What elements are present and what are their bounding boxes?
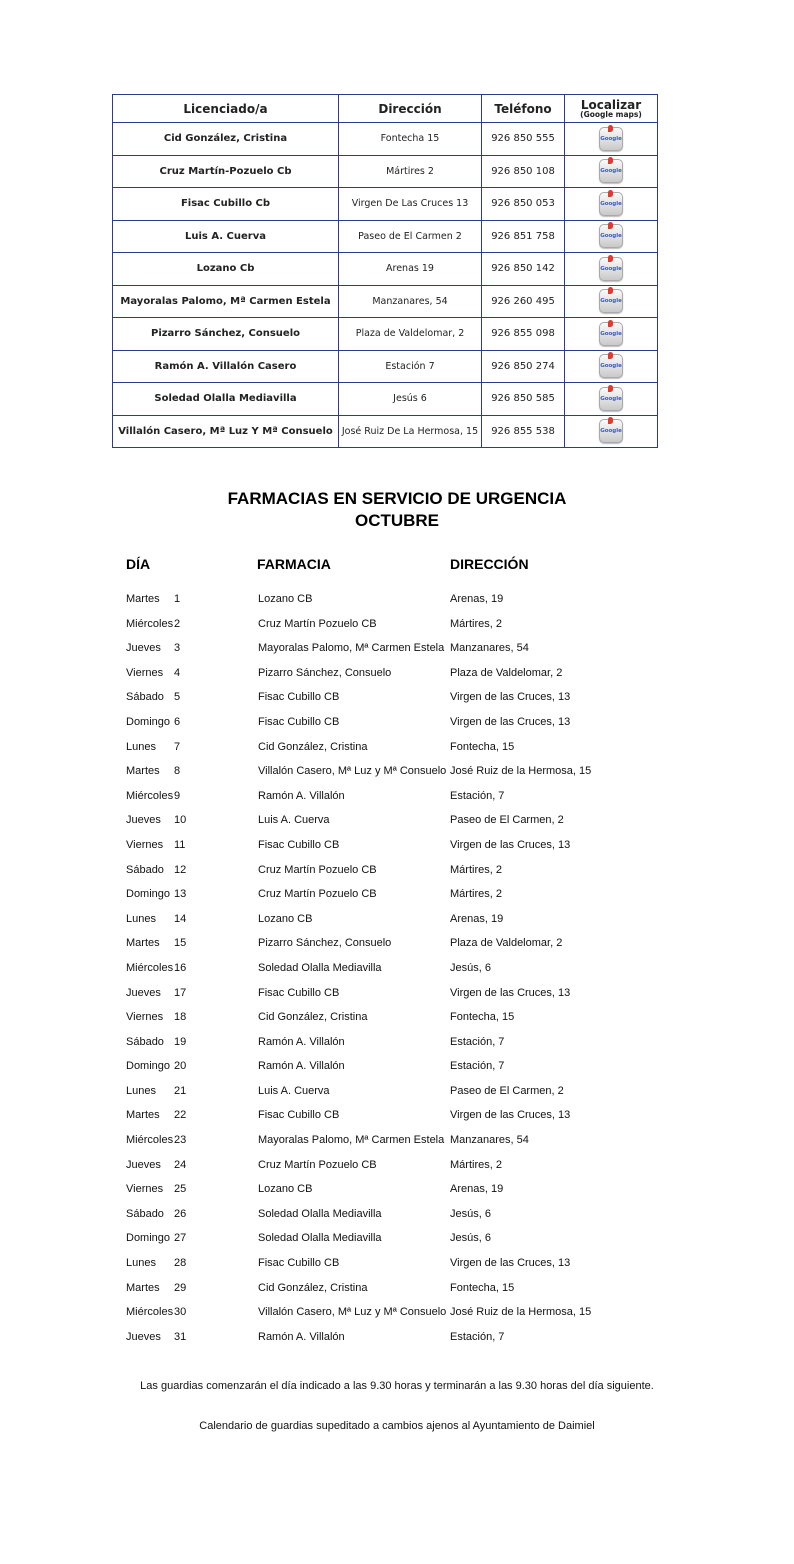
schedule-address: Estación, 7 — [450, 1330, 505, 1343]
schedule-date: 29 — [174, 1281, 187, 1294]
google-icon-label: Google — [600, 363, 622, 370]
schedule-pharmacy: Fisac Cubillo CB — [258, 1109, 340, 1122]
schedule-date: 9 — [174, 789, 181, 802]
pharmacy-address: Paseo de El Carmen 2 — [339, 220, 482, 253]
schedule-pharmacy: Cid González, Cristina — [258, 740, 368, 753]
schedule-address: Paseo de El Carmen, 2 — [450, 814, 564, 827]
schedule-address: Fontecha, 15 — [450, 1281, 515, 1294]
list-item — [126, 1006, 686, 1031]
schedule-day: Domingo — [126, 1232, 171, 1245]
schedule-address: Fontecha, 15 — [450, 1011, 515, 1024]
schedule-date: 12 — [174, 863, 187, 876]
list-item — [126, 785, 686, 810]
list-item — [126, 809, 686, 834]
pharmacy-address: Arenas 19 — [339, 253, 482, 286]
google-icon-label: Google — [600, 298, 622, 305]
map-pin-icon — [608, 190, 613, 197]
header-telefono: Teléfono — [482, 95, 565, 123]
list-item — [126, 662, 686, 687]
google-maps-icon[interactable] — [599, 127, 623, 151]
list-item — [126, 859, 686, 884]
google-maps-icon[interactable] — [599, 289, 623, 313]
pharmacist-name: Mayoralas Palomo, Mª Carmen Estela — [113, 285, 339, 318]
list-item — [126, 957, 686, 982]
schedule-date: 24 — [174, 1158, 187, 1171]
localizar-cell — [565, 350, 658, 383]
schedule-pharmacy: Ramón A. Villalón — [258, 1060, 345, 1073]
google-maps-icon[interactable] — [599, 192, 623, 216]
localizar-cell — [565, 188, 658, 221]
header-direccion: Dirección — [339, 95, 482, 123]
schedule-date: 31 — [174, 1330, 187, 1343]
schedule-address: Arenas, 19 — [450, 1183, 504, 1196]
google-maps-icon[interactable] — [599, 224, 623, 248]
schedule-header-pharmacy: FARMACIA — [257, 556, 331, 572]
header-localizar — [565, 95, 658, 123]
google-icon-label: Google — [600, 330, 622, 337]
schedule-pharmacy: Fisac Cubillo CB — [258, 691, 340, 704]
pharmacy-phone: 926 850 555 — [482, 123, 565, 156]
schedule-day: Lunes — [126, 912, 156, 925]
schedule-date: 10 — [174, 814, 187, 827]
schedule-pharmacy: Soledad Olalla Mediavilla — [258, 1207, 382, 1220]
pharmacy-address: Manzanares, 54 — [339, 285, 482, 318]
schedule-pharmacy: Cruz Martín Pozuelo CB — [258, 888, 377, 901]
schedule-date: 15 — [174, 937, 187, 950]
list-item — [126, 982, 686, 1007]
schedule-address: Arenas, 19 — [450, 912, 504, 925]
list-item — [126, 1203, 686, 1228]
schedule-address: Estación, 7 — [450, 1060, 505, 1073]
localizar-cell — [565, 318, 658, 351]
pharmacy-address: Plaza de Valdelomar, 2 — [339, 318, 482, 351]
list-item — [126, 711, 686, 736]
list-item — [126, 1252, 686, 1277]
map-pin-icon — [608, 287, 613, 294]
localizar-cell — [565, 415, 658, 448]
schedule-header-day: DÍA — [126, 556, 151, 572]
header-licenciado: Licenciado/a — [113, 95, 339, 123]
schedule-day: Viernes — [126, 1011, 164, 1024]
google-maps-icon[interactable] — [599, 257, 623, 281]
list-item — [126, 908, 686, 933]
schedule-pharmacy: Fisac Cubillo CB — [258, 1257, 340, 1270]
pharmacist-name: Cid González, Cristina — [113, 123, 339, 156]
list-item — [126, 1227, 686, 1252]
schedule-pharmacy: Mayoralas Palomo, Mª Carmen Estela — [258, 642, 445, 655]
schedule-pharmacy: Ramón A. Villalón — [258, 789, 345, 802]
schedule-pharmacy: Soledad Olalla Mediavilla — [258, 961, 382, 974]
localizar-cell — [565, 123, 658, 156]
schedule-day: Martes — [126, 765, 160, 778]
schedule-date: 17 — [174, 986, 187, 999]
schedule-address: José Ruiz de la Hermosa, 15 — [450, 765, 592, 778]
schedule-address: Virgen de las Cruces, 13 — [450, 1109, 571, 1122]
google-icon-label: Google — [600, 265, 622, 272]
list-item — [126, 736, 686, 761]
google-icon-label: Google — [600, 428, 622, 435]
schedule-day: Sábado — [126, 691, 164, 704]
pharmacy-address: Estación 7 — [339, 350, 482, 383]
schedule-date: 1 — [174, 593, 181, 605]
schedule-header-address: DIRECCIÓN — [450, 556, 529, 572]
schedule-day: Viernes — [126, 666, 164, 679]
schedule-address: Mártires, 2 — [450, 888, 502, 901]
schedule-day: Miércoles — [126, 789, 174, 802]
list-item — [126, 1326, 686, 1351]
pharmacy-address: Mártires 2 — [339, 155, 482, 188]
schedule-address: Jesús, 6 — [450, 1232, 491, 1245]
schedule-day: Martes — [126, 937, 160, 950]
pharmacy-address: Fontecha 15 — [339, 123, 482, 156]
schedule-date: 6 — [174, 715, 181, 728]
schedule-day: Lunes — [126, 1084, 156, 1097]
schedule-date: 5 — [174, 691, 181, 704]
page-title — [0, 488, 794, 532]
schedule-pharmacy: Pizarro Sánchez, Consuelo — [258, 937, 392, 950]
schedule-address: Paseo de El Carmen, 2 — [450, 1084, 564, 1097]
list-item — [126, 932, 686, 957]
pharmacy-phone: 926 850 142 — [482, 253, 565, 286]
schedule-address: Mártires, 2 — [450, 1158, 502, 1171]
schedule-pharmacy: Fisac Cubillo CB — [258, 986, 340, 999]
schedule-list — [126, 588, 686, 1350]
google-maps-icon[interactable] — [599, 387, 623, 411]
schedule-day: Jueves — [126, 1330, 161, 1343]
localizar-cell — [565, 155, 658, 188]
pharmacy-phone: 926 851 758 — [482, 220, 565, 253]
schedule-address: Manzanares, 54 — [450, 642, 529, 655]
schedule-day: Martes — [126, 593, 160, 605]
schedule-date: 22 — [174, 1109, 187, 1122]
list-item — [126, 760, 686, 785]
schedule-date: 18 — [174, 1011, 187, 1024]
schedule-pharmacy: Villalón Casero, Mª Luz y Mª Consuelo — [258, 765, 447, 778]
map-pin-icon — [608, 385, 613, 392]
schedule-address: Fontecha, 15 — [450, 740, 515, 753]
pharmacy-phone: 926 855 538 — [482, 415, 565, 448]
map-pin-icon — [608, 417, 613, 424]
hours-note: Las guardias comenzarán el día indicado a las 9.30 horas y terminarán a las 9.30 horas del día siguiente. — [140, 1380, 654, 1392]
table-row — [113, 253, 658, 286]
schedule-pharmacy: Ramón A. Villalón — [258, 1330, 345, 1343]
pharmacist-name: Ramón A. Villalón Casero — [113, 350, 339, 383]
schedule-date: 20 — [174, 1060, 187, 1073]
localizar-cell — [565, 253, 658, 286]
schedule-address: Estación, 7 — [450, 789, 505, 802]
schedule-address: Mártires, 2 — [450, 617, 502, 630]
schedule-day: Miércoles — [126, 1306, 174, 1319]
schedule-pharmacy: Soledad Olalla Mediavilla — [258, 1232, 382, 1245]
schedule-date: 28 — [174, 1257, 187, 1270]
title-line-2: OCTUBRE — [354, 511, 440, 530]
table-row — [113, 123, 658, 156]
map-pin-icon — [608, 320, 613, 327]
schedule-day: Jueves — [126, 1158, 161, 1171]
localizar-cell — [565, 220, 658, 253]
schedule-date: 11 — [174, 838, 186, 851]
pharmacy-phone: 926 850 108 — [482, 155, 565, 188]
table-row — [113, 318, 658, 351]
pharmacy-address: Jesús 6 — [339, 383, 482, 416]
list-item — [126, 588, 686, 613]
schedule-pharmacy: Cruz Martín Pozuelo CB — [258, 617, 377, 630]
schedule-date: 23 — [174, 1134, 187, 1147]
schedule-address: Virgen de las Cruces, 13 — [450, 986, 571, 999]
schedule-date: 30 — [174, 1306, 187, 1319]
pharmacy-address: Virgen De Las Cruces 13 — [339, 188, 482, 221]
pharmacist-name: Pizarro Sánchez, Consuelo — [113, 318, 339, 351]
list-item — [126, 1301, 686, 1326]
schedule-day: Miércoles — [126, 961, 174, 974]
schedule-date: 13 — [174, 888, 187, 901]
schedule-day: Lunes — [126, 740, 156, 753]
schedule-date: 8 — [174, 765, 181, 778]
table-row — [113, 383, 658, 416]
list-item — [126, 686, 686, 711]
schedule-pharmacy: Fisac Cubillo CB — [258, 838, 340, 851]
table-row — [113, 350, 658, 383]
google-icon-label: Google — [600, 168, 622, 175]
google-maps-icon[interactable] — [599, 322, 623, 346]
list-item — [126, 883, 686, 908]
schedule-date: 26 — [174, 1207, 187, 1220]
schedule-address: Virgen de las Cruces, 13 — [450, 838, 571, 851]
map-pin-icon — [608, 352, 613, 359]
schedule-pharmacy: Fisac Cubillo CB — [258, 715, 340, 728]
schedule-address: Arenas, 19 — [450, 593, 504, 605]
schedule-address: José Ruiz de la Hermosa, 15 — [450, 1306, 592, 1319]
table-row — [113, 220, 658, 253]
list-item — [126, 1178, 686, 1203]
list-item — [126, 613, 686, 638]
pharmacist-name: Villalón Casero, Mª Luz Y Mª Consuelo — [113, 415, 339, 448]
list-item — [126, 1104, 686, 1129]
schedule-pharmacy: Ramón A. Villalón — [258, 1035, 345, 1048]
schedule-pharmacy: Cid González, Cristina — [258, 1281, 368, 1294]
pharmacy-phone: 926 260 495 — [482, 285, 565, 318]
schedule-address: Virgen de las Cruces, 13 — [450, 691, 571, 704]
schedule-day: Miércoles — [126, 1134, 174, 1147]
schedule-day: Lunes — [126, 1257, 156, 1270]
google-icon-label: Google — [600, 233, 622, 240]
schedule-pharmacy: Mayoralas Palomo, Mª Carmen Estela — [258, 1134, 445, 1147]
list-item — [126, 637, 686, 662]
table-row — [113, 415, 658, 448]
schedule-pharmacy: Lozano CB — [258, 912, 313, 925]
schedule-date: 16 — [174, 961, 187, 974]
map-pin-icon — [608, 255, 613, 262]
schedule-address: Jesús, 6 — [450, 1207, 491, 1220]
schedule-pharmacy: Villalón Casero, Mª Luz y Mª Consuelo — [258, 1306, 447, 1319]
list-item — [126, 834, 686, 859]
pharmacy-directory-table — [112, 94, 658, 448]
schedule-date: 27 — [174, 1232, 187, 1245]
schedule-pharmacy: Pizarro Sánchez, Consuelo — [258, 666, 392, 679]
title-line-1: FARMACIAS EN SERVICIO DE URGENCIA — [227, 489, 567, 508]
schedule-day: Miércoles — [126, 617, 174, 630]
pharmacist-name: Fisac Cubillo Cb — [113, 188, 339, 221]
schedule-pharmacy: Cruz Martín Pozuelo CB — [258, 863, 377, 876]
schedule-pharmacy: Luis A. Cuerva — [258, 814, 330, 827]
schedule-address: Plaza de Valdelomar, 2 — [450, 666, 563, 679]
table-row — [113, 188, 658, 221]
schedule-day: Martes — [126, 1281, 160, 1294]
list-item — [126, 1129, 686, 1154]
schedule-pharmacy: Cruz Martín Pozuelo CB — [258, 1158, 377, 1171]
schedule-day: Domingo — [126, 888, 171, 901]
list-item — [126, 1055, 686, 1080]
schedule-date: 25 — [174, 1183, 187, 1196]
pharmacy-phone: 926 850 274 — [482, 350, 565, 383]
schedule-date: 21 — [174, 1084, 187, 1097]
schedule-day: Jueves — [126, 986, 161, 999]
map-pin-icon — [608, 157, 613, 164]
google-maps-icon[interactable] — [599, 354, 623, 378]
table-row — [113, 285, 658, 318]
schedule-day: Sábado — [126, 863, 164, 876]
header-localizar-label: Localizar — [580, 97, 642, 112]
disclaimer-note: Calendario de guardias supeditado a cambios ajenos al Ayuntamiento de Daimiel — [199, 1420, 595, 1432]
schedule-day: Domingo — [126, 1060, 171, 1073]
schedule-pharmacy: Lozano CB — [258, 1183, 313, 1196]
schedule-day: Martes — [126, 1109, 160, 1122]
pharmacist-name: Cruz Martín-Pozuelo Cb — [113, 155, 339, 188]
schedule-address: Plaza de Valdelomar, 2 — [450, 937, 563, 950]
schedule-day: Domingo — [126, 715, 171, 728]
schedule-day: Sábado — [126, 1207, 164, 1220]
pharmacist-name: Luis A. Cuerva — [113, 220, 339, 253]
table-body — [113, 123, 658, 448]
schedule-day: Jueves — [126, 814, 161, 827]
list-item — [126, 1277, 686, 1302]
google-icon-label: Google — [600, 395, 622, 402]
pharmacy-phone: 926 850 053 — [482, 188, 565, 221]
table-header-row — [113, 95, 658, 123]
schedule-address: Manzanares, 54 — [450, 1134, 529, 1147]
table-row — [113, 155, 658, 188]
schedule-pharmacy: Luis A. Cuerva — [258, 1084, 330, 1097]
list-item — [126, 1154, 686, 1179]
google-maps-icon[interactable] — [599, 159, 623, 183]
pharmacy-address: José Ruiz De La Hermosa, 15 — [339, 415, 482, 448]
map-pin-icon — [608, 222, 613, 229]
localizar-cell — [565, 285, 658, 318]
pharmacist-name: Soledad Olalla Mediavilla — [113, 383, 339, 416]
google-icon-label: Google — [600, 200, 622, 207]
pharmacy-phone: 926 850 585 — [482, 383, 565, 416]
pharmacist-name: Lozano Cb — [113, 253, 339, 286]
schedule-address: Estación, 7 — [450, 1035, 505, 1048]
schedule-pharmacy: Cid González, Cristina — [258, 1011, 368, 1024]
schedule-day: Sábado — [126, 1035, 164, 1048]
google-icon-label: Google — [600, 135, 622, 142]
schedule-date: 19 — [174, 1035, 187, 1048]
schedule-date: 4 — [174, 666, 181, 679]
schedule-date: 3 — [174, 642, 181, 655]
schedule-address: Mártires, 2 — [450, 863, 502, 876]
map-pin-icon — [608, 125, 613, 132]
schedule-pharmacy: Lozano CB — [258, 593, 313, 605]
localizar-cell — [565, 383, 658, 416]
schedule-day: Viernes — [126, 838, 164, 851]
pharmacy-phone: 926 855 098 — [482, 318, 565, 351]
schedule-address: Jesús, 6 — [450, 961, 491, 974]
google-maps-icon[interactable] — [599, 419, 623, 443]
schedule-date: 14 — [174, 912, 187, 925]
schedule-day: Jueves — [126, 642, 161, 655]
list-item — [126, 1080, 686, 1105]
schedule-day: Viernes — [126, 1183, 164, 1196]
schedule-date: 2 — [174, 617, 181, 630]
schedule-address: Virgen de las Cruces, 13 — [450, 1257, 571, 1270]
schedule-address: Virgen de las Cruces, 13 — [450, 715, 571, 728]
list-item — [126, 1031, 686, 1056]
schedule-date: 7 — [174, 740, 181, 753]
header-localizar-sub: (Google maps) — [580, 109, 642, 119]
